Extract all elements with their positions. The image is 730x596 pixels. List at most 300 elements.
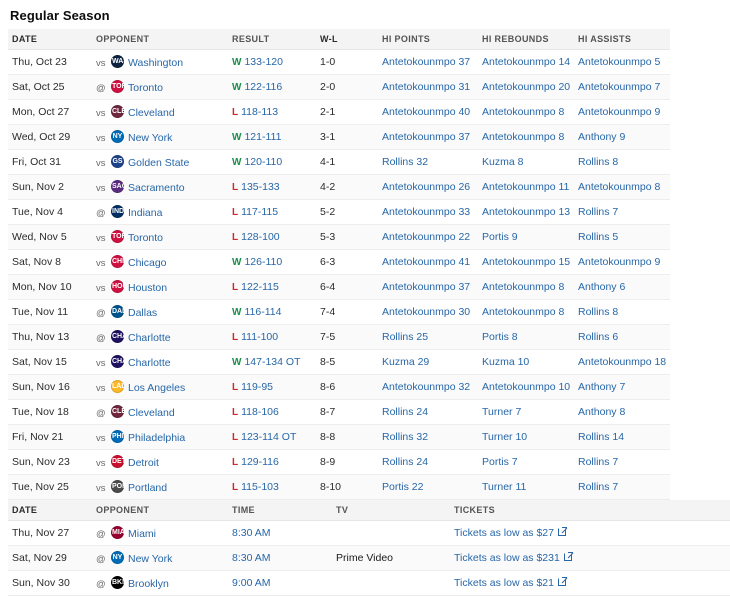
team-abbr-label: SAC (112, 183, 127, 190)
hi-rebounds-cell (478, 425, 574, 450)
game-date: Fri, Nov 21 (8, 425, 92, 450)
result-cell (228, 200, 316, 225)
hi-assists-cell (574, 425, 670, 450)
player-link[interactable]: Rollins 8 (578, 156, 619, 168)
player-link[interactable]: Antetokounmpo 8 (482, 281, 565, 293)
team-logo-icon (111, 526, 124, 539)
result-cell (228, 100, 316, 125)
result-cell (228, 250, 316, 275)
opponent-cell (92, 475, 228, 500)
hi-rebounds-cell (478, 400, 574, 425)
table-header-row (8, 29, 670, 50)
player-link[interactable]: Rollins 24 (382, 456, 429, 468)
opponent-link[interactable]: Houston (128, 282, 168, 294)
hi-rebounds-cell (478, 75, 574, 100)
hi-rebounds-cell (478, 150, 574, 175)
opponent-link[interactable]: Cleveland (128, 407, 175, 419)
home-away-indicator: vs (96, 458, 106, 469)
result-outcome: L (232, 382, 239, 393)
boxscore-link[interactable]: 119-95 (241, 381, 274, 393)
table-row (8, 75, 670, 100)
record-cell: 8-9 (316, 450, 378, 475)
home-away-indicator: vs (96, 358, 106, 369)
player-link[interactable]: Rollins 7 (578, 481, 619, 493)
player-link[interactable]: Rollins 8 (578, 306, 619, 318)
table-row (8, 425, 670, 450)
player-link[interactable]: Anthony 6 (578, 281, 626, 293)
result-outcome: W (232, 132, 242, 143)
opponent-link[interactable]: Indiana (128, 207, 163, 219)
team-logo-icon (111, 180, 127, 193)
result-cell (228, 375, 316, 400)
result-outcome: L (232, 182, 239, 193)
tickets-link[interactable]: Tickets as low as $27 (454, 527, 554, 539)
player-link[interactable]: Antetokounmpo 22 (382, 231, 471, 243)
result-cell (228, 425, 316, 450)
record-cell: 5-2 (316, 200, 378, 225)
tv-cell (332, 571, 450, 596)
record-cell: 6-3 (316, 250, 378, 275)
team-logo-icon (111, 430, 124, 443)
opponent-link[interactable]: Dallas (128, 307, 158, 319)
player-link[interactable]: Rollins 7 (578, 206, 619, 218)
hi-points-cell (378, 100, 478, 125)
opponent-cell (92, 50, 228, 75)
record-cell: 4-2 (316, 175, 378, 200)
column-header-result: RESULT (228, 29, 316, 50)
result-cell (228, 150, 316, 175)
result-outcome: L (232, 457, 239, 468)
record-cell: 8-7 (316, 400, 378, 425)
hi-points-cell (378, 75, 478, 100)
team-logo-icon (111, 551, 124, 564)
opponent-link[interactable]: Los Angeles (128, 382, 186, 394)
opponent-link[interactable]: Washington (128, 57, 184, 69)
team-abbr-label: TOR (112, 83, 127, 90)
team-logo-icon (111, 105, 124, 118)
opponent-link[interactable]: New York (128, 132, 173, 144)
table-row (8, 350, 670, 375)
hi-points-cell (378, 300, 478, 325)
home-away-indicator: vs (96, 183, 106, 194)
boxscore-link[interactable]: 128-100 (241, 231, 280, 243)
opponent-cell (92, 325, 228, 350)
player-link[interactable]: Portis 9 (482, 231, 518, 243)
home-away-indicator: @ (96, 408, 106, 419)
record-cell: 6-4 (316, 275, 378, 300)
player-link[interactable]: Rollins 6 (578, 331, 619, 343)
opponent-link[interactable]: Philadelphia (128, 432, 186, 444)
player-link[interactable]: Rollins 24 (382, 406, 429, 418)
opponent-link[interactable]: New York (128, 553, 173, 565)
player-link[interactable]: Antetokounmpo 7 (578, 81, 661, 93)
game-date: Sat, Oct 25 (8, 75, 92, 100)
opponent-cell (92, 546, 228, 571)
result-cell (228, 475, 316, 500)
column-header-tv: TV (332, 500, 450, 521)
opponent-cell (92, 300, 228, 325)
hi-assists-cell (574, 225, 670, 250)
hi-points-cell (378, 425, 478, 450)
record-cell: 8-6 (316, 375, 378, 400)
player-link[interactable]: Antetokounmpo 41 (382, 256, 471, 268)
hi-assists-cell (574, 275, 670, 300)
player-link[interactable]: Antetokounmpo 37 (382, 281, 471, 293)
player-link[interactable]: Antetokounmpo 11 (482, 181, 570, 193)
record-cell: 8-10 (316, 475, 378, 500)
game-date: Tue, Nov 18 (8, 400, 92, 425)
player-link[interactable]: Kuzma 10 (482, 356, 530, 368)
column-header-wl: W-L (316, 29, 378, 50)
team-logo-icon (111, 255, 124, 268)
result-cell (228, 175, 316, 200)
player-link[interactable]: Antetokounmpo 40 (382, 106, 471, 118)
hi-rebounds-cell (478, 200, 574, 225)
player-link[interactable]: Portis 7 (482, 456, 518, 468)
hi-points-cell (378, 250, 478, 275)
opponent-link[interactable]: Chicago (128, 257, 167, 269)
external-link-icon (558, 578, 566, 586)
team-abbr-label: DAL (112, 308, 127, 315)
home-away-indicator: @ (96, 579, 106, 590)
home-away-indicator: vs (96, 158, 106, 169)
team-abbr-label: CHA (112, 333, 128, 340)
opponent-link[interactable]: Detroit (128, 457, 159, 469)
game-date: Tue, Nov 4 (8, 200, 92, 225)
hi-assists-cell (574, 325, 670, 350)
opponent-cell (92, 175, 228, 200)
boxscore-link[interactable]: 117-115 (241, 206, 279, 218)
upcoming-table-header (8, 500, 730, 521)
boxscore-link[interactable]: 111-100 (241, 331, 279, 343)
game-time-cell (228, 521, 332, 546)
player-link[interactable]: Antetokounmpo 5 (578, 56, 661, 68)
hi-rebounds-cell (478, 375, 574, 400)
opponent-link[interactable]: Golden State (128, 157, 190, 169)
hi-rebounds-cell (478, 175, 574, 200)
player-link[interactable]: Rollins 5 (578, 231, 619, 243)
result-outcome: L (232, 432, 239, 443)
hi-rebounds-cell (478, 125, 574, 150)
player-link[interactable]: Antetokounmpo 32 (382, 381, 471, 393)
team-abbr-label: PHI (112, 433, 124, 440)
player-link[interactable]: Antetokounmpo 33 (382, 206, 471, 218)
boxscore-link[interactable]: 126-110 (244, 256, 283, 268)
opponent-cell (92, 200, 228, 225)
opponent-cell (92, 225, 228, 250)
player-link[interactable]: Antetokounmpo 10 (482, 381, 571, 393)
tickets-cell (450, 546, 730, 571)
game-date: Wed, Oct 29 (8, 125, 92, 150)
opponent-link[interactable]: Toronto (128, 232, 164, 244)
external-link-icon (564, 553, 572, 561)
opponent-cell (92, 350, 228, 375)
boxscore-link[interactable]: 122-116 (244, 81, 283, 93)
player-link[interactable]: Antetokounmpo 37 (382, 56, 471, 68)
hi-assists-cell (574, 200, 670, 225)
table-row (8, 150, 670, 175)
opponent-link[interactable]: Charlotte (128, 332, 171, 344)
table-row (8, 50, 670, 75)
result-outcome: L (232, 232, 239, 243)
game-date: Sun, Nov 23 (8, 450, 92, 475)
column-header-opponent: OPPONENT (92, 500, 228, 521)
game-time-link[interactable]: 8:30 AM (232, 527, 271, 539)
player-link[interactable]: Turner 11 (482, 481, 527, 493)
boxscore-link[interactable]: 118-113 (241, 106, 279, 118)
record-cell: 7-5 (316, 325, 378, 350)
hi-points-cell (378, 325, 478, 350)
boxscore-link[interactable]: 147-134 OT (244, 356, 301, 368)
player-link[interactable]: Antetokounmpo 15 (482, 256, 571, 268)
column-header-hi-rebounds: HI REBOUNDS (478, 29, 574, 50)
game-date: Sun, Nov 30 (8, 571, 92, 596)
opponent-link[interactable]: Sacramento (128, 182, 185, 194)
hi-points-cell (378, 375, 478, 400)
player-link[interactable]: Antetokounmpo 8 (482, 131, 565, 143)
hi-points-cell (378, 275, 478, 300)
player-link[interactable]: Kuzma 8 (482, 156, 524, 168)
home-away-indicator: @ (96, 529, 106, 540)
team-logo-icon (111, 480, 128, 493)
record-cell: 4-1 (316, 150, 378, 175)
boxscore-link[interactable]: 118-106 (241, 406, 279, 418)
player-link[interactable]: Anthony 9 (578, 131, 626, 143)
team-abbr-label: WAS (112, 58, 128, 65)
table-row (8, 546, 730, 571)
opponent-link[interactable]: Brooklyn (128, 578, 169, 590)
opponent-cell (92, 150, 228, 175)
team-abbr-label: TOR (112, 233, 127, 240)
table-row (8, 325, 670, 350)
hi-assists-cell (574, 50, 670, 75)
tickets-link[interactable]: Tickets as low as $231 (454, 552, 560, 564)
result-cell (228, 50, 316, 75)
opponent-link[interactable]: Charlotte (128, 357, 171, 369)
game-date: Wed, Nov 5 (8, 225, 92, 250)
game-time-link[interactable]: 8:30 AM (232, 552, 271, 564)
table-row (8, 100, 670, 125)
result-outcome: W (232, 157, 242, 168)
home-away-indicator: @ (96, 333, 106, 344)
hi-assists-cell (574, 150, 670, 175)
player-link[interactable]: Antetokounmpo 13 (482, 206, 571, 218)
record-cell: 8-8 (316, 425, 378, 450)
game-time-link[interactable]: 9:00 AM (232, 577, 271, 589)
team-abbr-label: CHA (112, 358, 128, 365)
hi-points-cell (378, 150, 478, 175)
player-link[interactable]: Anthony 7 (578, 381, 626, 393)
column-header-opponent: OPPONENT (92, 29, 228, 50)
hi-assists-cell (574, 300, 670, 325)
table-row (8, 571, 730, 596)
hi-rebounds-cell (478, 250, 574, 275)
result-outcome: L (232, 407, 239, 418)
hi-points-cell (378, 350, 478, 375)
player-link[interactable]: Rollins 25 (382, 331, 429, 343)
hi-assists-cell (574, 75, 670, 100)
column-header-hi-points: HI POINTS (378, 29, 478, 50)
opponent-cell (92, 571, 228, 596)
opponent-link[interactable]: Portland (128, 482, 168, 494)
player-link[interactable]: Antetokounmpo 14 (482, 56, 571, 68)
results-table-header (8, 29, 670, 50)
game-date: Thu, Oct 23 (8, 50, 92, 75)
result-outcome: L (232, 107, 239, 118)
page-title: Regular Season (10, 8, 110, 23)
game-date: Sat, Nov 8 (8, 250, 92, 275)
external-link-icon (558, 528, 566, 536)
result-cell (228, 450, 316, 475)
team-abbr-label: BKN (112, 579, 128, 586)
player-link[interactable]: Rollins 7 (578, 456, 619, 468)
team-logo-icon (111, 380, 124, 393)
game-date: Thu, Nov 27 (8, 521, 92, 546)
hi-assists-cell (574, 450, 670, 475)
team-logo-icon (111, 55, 128, 68)
team-abbr-label: MIA (112, 529, 125, 536)
opponent-link[interactable]: Cleveland (128, 107, 175, 119)
home-away-indicator: @ (96, 208, 106, 219)
player-link[interactable]: Antetokounmpo 26 (382, 181, 471, 193)
column-header-date: DATE (8, 500, 92, 521)
boxscore-link[interactable]: 121-111 (244, 131, 282, 143)
boxscore-link[interactable]: 122-115 (241, 281, 279, 293)
opponent-cell (92, 521, 228, 546)
team-abbr-label: NY (112, 554, 123, 561)
column-header-hi-assists: HI ASSISTS (574, 29, 670, 50)
results-table-body (8, 50, 670, 500)
player-link[interactable]: Antetokounmpo 8 (578, 181, 661, 193)
opponent-cell (92, 125, 228, 150)
team-abbr-label: CHI (112, 258, 125, 265)
player-link[interactable]: Rollins 32 (382, 156, 429, 168)
tv-cell (332, 521, 450, 546)
player-link[interactable]: Portis 22 (382, 481, 424, 493)
opponent-cell (92, 75, 228, 100)
home-away-indicator: vs (96, 133, 106, 144)
table-row (8, 250, 670, 275)
player-link[interactable]: Antetokounmpo 8 (482, 306, 565, 318)
results-table (8, 29, 670, 500)
hi-points-cell (378, 225, 478, 250)
hi-assists-cell (574, 125, 670, 150)
hi-rebounds-cell (478, 300, 574, 325)
home-away-indicator: vs (96, 483, 106, 494)
record-cell: 2-0 (316, 75, 378, 100)
team-logo-icon (111, 130, 124, 143)
opponent-cell (92, 250, 228, 275)
player-link[interactable]: Rollins 32 (382, 431, 429, 443)
opponent-cell (92, 275, 228, 300)
upcoming-table (8, 500, 730, 596)
home-away-indicator: vs (96, 58, 106, 69)
opponent-link[interactable]: Toronto (128, 82, 164, 94)
record-cell: 3-1 (316, 125, 378, 150)
table-row (8, 400, 670, 425)
hi-points-cell (378, 475, 478, 500)
player-link[interactable]: Turner 10 (482, 431, 528, 443)
tickets-cell (450, 571, 730, 596)
team-abbr-label: GS (112, 158, 123, 165)
boxscore-link[interactable]: 129-116 (241, 456, 279, 468)
home-away-indicator: @ (96, 308, 106, 319)
hi-points-cell (378, 200, 478, 225)
game-date: Sun, Nov 2 (8, 175, 92, 200)
player-link[interactable]: Antetokounmpo 37 (382, 131, 471, 143)
table-row (8, 475, 670, 500)
boxscore-link[interactable]: 120-110 (244, 156, 283, 168)
team-abbr-label: DET (112, 458, 126, 465)
player-link[interactable]: Rollins 14 (578, 431, 625, 443)
player-link[interactable]: Antetokounmpo 20 (482, 81, 571, 93)
table-row (8, 125, 670, 150)
result-cell (228, 350, 316, 375)
player-link[interactable]: Anthony 8 (578, 406, 626, 418)
boxscore-link[interactable]: 115-103 (241, 481, 279, 493)
player-link[interactable]: Turner 7 (482, 406, 522, 418)
home-away-indicator: vs (96, 283, 106, 294)
opponent-link[interactable]: Miami (128, 528, 156, 540)
record-cell: 2-1 (316, 100, 378, 125)
player-link[interactable]: Antetokounmpo 8 (482, 106, 565, 118)
table-row (8, 450, 670, 475)
team-logo-icon (111, 280, 128, 293)
hi-rebounds-cell (478, 50, 574, 75)
player-link[interactable]: Antetokounmpo 18 (578, 356, 667, 368)
boxscore-link[interactable]: 133-120 (244, 56, 283, 68)
opponent-cell (92, 400, 228, 425)
player-link[interactable]: Portis 8 (482, 331, 518, 343)
boxscore-link[interactable]: 116-114 (244, 306, 282, 318)
hi-points-cell (378, 125, 478, 150)
home-away-indicator: @ (96, 554, 106, 565)
player-link[interactable]: Antetokounmpo 30 (382, 306, 471, 318)
result-cell (228, 300, 316, 325)
result-outcome: W (232, 307, 242, 318)
player-link[interactable]: Antetokounmpo 31 (382, 81, 471, 93)
team-logo-icon (111, 305, 127, 318)
player-link[interactable]: Antetokounmpo 9 (578, 106, 661, 118)
player-link[interactable]: Antetokounmpo 9 (578, 256, 661, 268)
hi-assists-cell (574, 375, 670, 400)
game-date: Tue, Nov 11 (8, 300, 92, 325)
hi-assists-cell (574, 475, 670, 500)
hi-points-cell (378, 400, 478, 425)
team-logo-icon (111, 80, 127, 93)
result-outcome: W (232, 357, 242, 368)
game-date: Thu, Nov 13 (8, 325, 92, 350)
hi-assists-cell (574, 400, 670, 425)
team-abbr-label: NY (112, 133, 123, 140)
hi-points-cell (378, 175, 478, 200)
home-away-indicator: vs (96, 233, 106, 244)
table-row (8, 175, 670, 200)
result-outcome: L (232, 482, 239, 493)
home-away-indicator: vs (96, 108, 106, 119)
column-header-time: TIME (228, 500, 332, 521)
boxscore-link[interactable]: 123-114 OT (241, 431, 297, 443)
hi-assists-cell (574, 250, 670, 275)
tickets-cell (450, 521, 730, 546)
player-link[interactable]: Kuzma 29 (382, 356, 430, 368)
team-abbr-label: HOU (112, 283, 128, 290)
team-abbr-label: LAL (112, 383, 126, 390)
record-cell: 1-0 (316, 50, 378, 75)
result-cell (228, 225, 316, 250)
tickets-link[interactable]: Tickets as low as $21 (454, 577, 554, 589)
boxscore-link[interactable]: 135-133 (241, 181, 280, 193)
